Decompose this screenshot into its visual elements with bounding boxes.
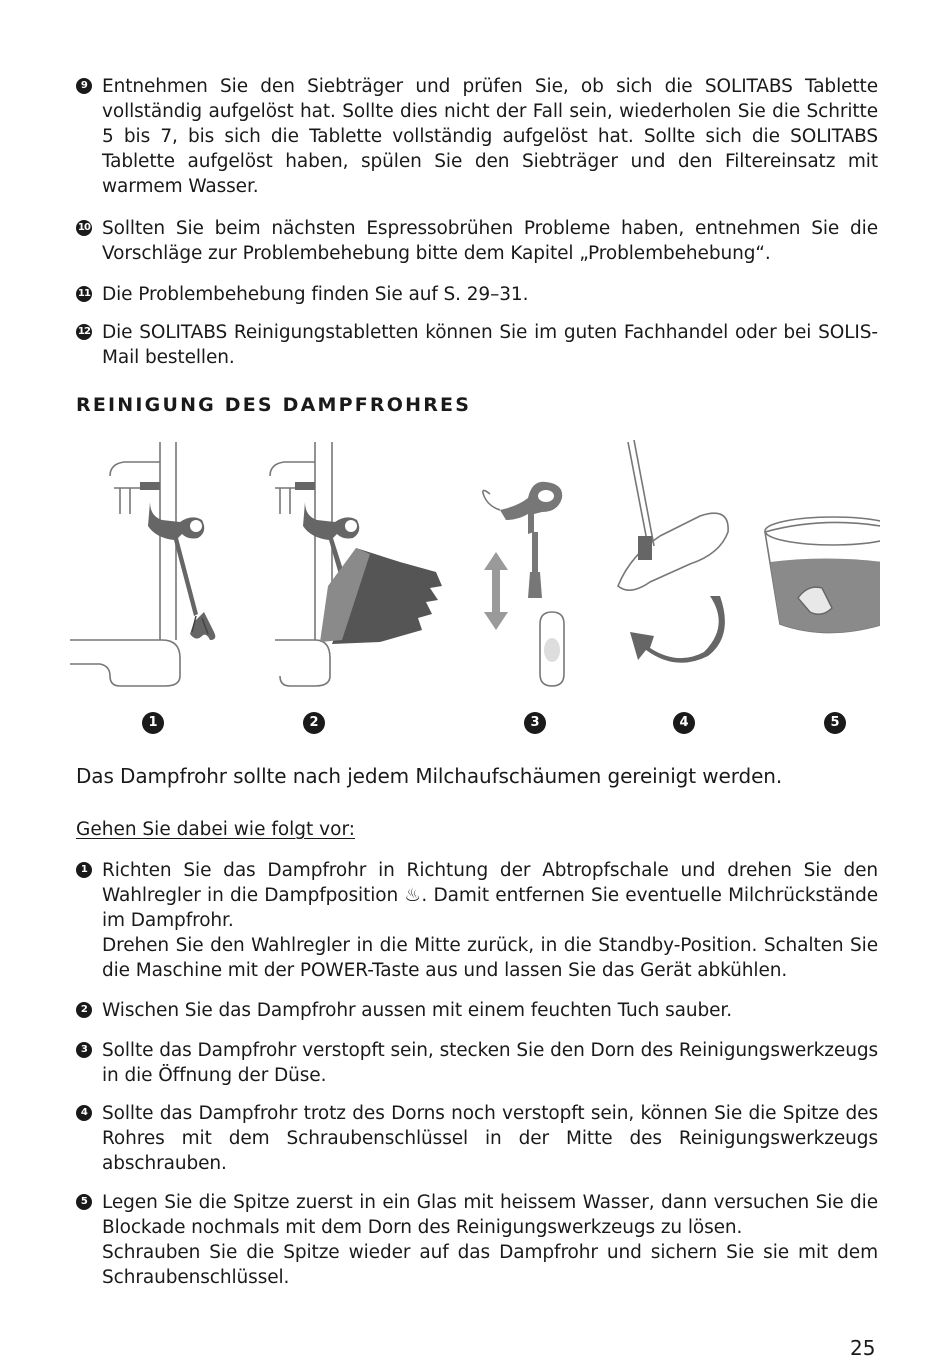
step-number-badge: 3 <box>76 1042 92 1058</box>
step-text: Die SOLITABS Reinigungstabletten können Sie im guten Fachhandel oder bei SOLIS-Mail bestellen. <box>102 322 878 368</box>
figure-number-4: 4 <box>673 712 695 734</box>
figure-number-5: 5 <box>824 712 846 734</box>
step-number-badge: 2 <box>76 1002 92 1018</box>
step-2 <box>76 998 878 1023</box>
page-number: 25 <box>850 1336 876 1360</box>
step-text: Legen Sie die Spitze zuerst in ein Glas mit heissem Wasser, dann versuchen Sie die Blockade nochmals mit dem Dorn des Reinigungswerkzeugs zu lösen. <box>102 1192 878 1238</box>
intro-text: Das Dampfrohr sollte nach jedem Milchaufschäumen gereinigt werden. <box>76 764 783 788</box>
step-text: Drehen Sie den Wahlregler in die Mitte zurück, in die Standby-Position. Schalten Sie die Maschine mit der POWER-Taste aus und lassen Sie das Gerät abkühlen. <box>102 935 878 981</box>
step-text: Sollten Sie beim nächsten Espressobrühen Probleme haben, entnehmen Sie die Vorschläge zur Problembehebung bitte dem Kapitel „Problembehebung“. <box>102 218 878 264</box>
step-text: Die Problembehebung finden Sie auf S. 29–31. <box>102 284 529 305</box>
procedure-subheading: Gehen Sie dabei wie folgt vor: <box>76 819 355 840</box>
step-text: Schrauben Sie die Spitze wieder auf das Dampfrohr und sichern Sie sie mit dem Schraubenschlüssel. <box>102 1242 878 1288</box>
figure-number-1: 1 <box>142 712 164 734</box>
step-3 <box>76 1038 878 1088</box>
step-number-badge: 1 <box>76 862 92 878</box>
step-number-badge: 12 <box>76 324 92 340</box>
step-number-badge: 4 <box>76 1105 92 1121</box>
step-text: Richten Sie das Dampfrohr in Richtung der Abtropfschale und drehen Sie den Wahlregler in die Dampfposition ♨. Damit entfernen Sie eventuelle Milchrückstände im Dampfrohr. <box>102 860 878 931</box>
step-number-badge: 11 <box>76 286 92 302</box>
step-text: Sollte das Dampfrohr trotz des Dorns noch verstopft sein, können Sie die Spitze des Rohres mit dem Schraubenschlüssel in der Mitte des Reinigungswerkzeugs abschrauben. <box>102 1103 878 1174</box>
step-11 <box>76 282 878 307</box>
step-number-badge: 10 <box>76 220 92 236</box>
step-text: Wischen Sie das Dampfrohr aussen mit einem feuchten Tuch sauber. <box>102 1000 732 1021</box>
step-1 <box>76 858 878 983</box>
step-number-badge: 9 <box>76 78 92 94</box>
figure-number-3: 3 <box>524 712 546 734</box>
step-10 <box>76 216 878 266</box>
step-text: Entnehmen Sie den Siebträger und prüfen Sie, ob sich die SOLITABS Tablette vollständig aufgelöst hat. Sollte dies nicht der Fall sein, wiederholen Sie die Schritte 5 bis 7, bis sich die Tablette vollständig aufgelöst hat. Sollte sich die SOLITABS Tablette aufgelöst haben, spülen Sie den Siebträger und den Filtereinsatz mit warmem Wasser. <box>102 76 878 197</box>
step-number-badge: 5 <box>76 1194 92 1210</box>
step-text: Sollte das Dampfrohr verstopft sein, stecken Sie den Dorn des Reinigungswerkzeugs in die Öffnung der Düse. <box>102 1040 878 1086</box>
figure-number-2: 2 <box>303 712 325 734</box>
cleaning-illustrations <box>70 436 880 736</box>
step-4 <box>76 1101 878 1176</box>
section-title: REINIGUNG DES DAMPFROHRES <box>76 394 472 416</box>
step-9 <box>76 74 878 199</box>
step-12 <box>76 320 878 370</box>
step-5 <box>76 1190 878 1290</box>
